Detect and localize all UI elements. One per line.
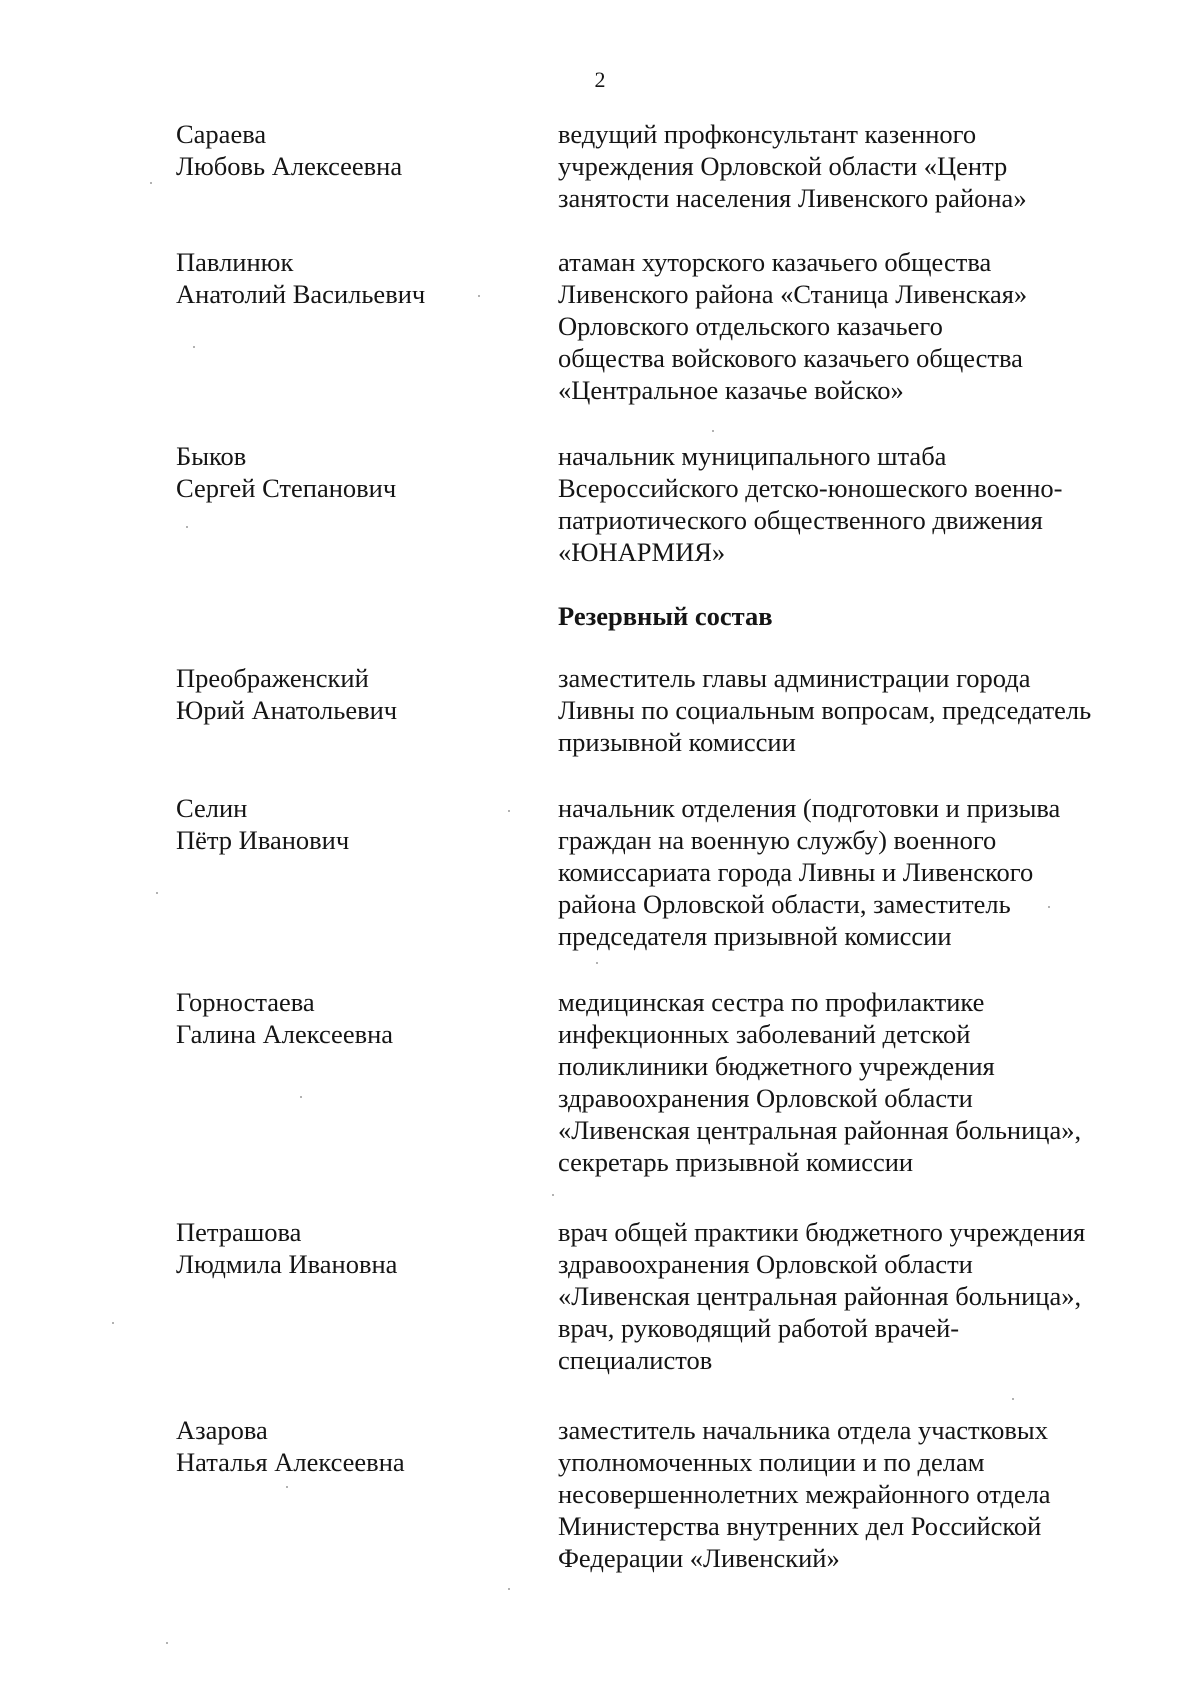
scan-speck [1012,1398,1014,1400]
member-name [176,246,536,310]
member-given-names: Любовь Алексеевна [176,151,403,181]
member-given-names: Наталья Алексеевна [176,1447,405,1477]
member-role [558,1414,1158,1574]
scan-speck [508,1588,510,1590]
scan-speck [712,430,714,432]
role-line: «Ливенская центральная районная больница», [558,1115,1082,1145]
role-line: Орловского отдельского казачьего [558,311,943,341]
role-line: начальник отделения (подготовки и призыва [558,793,1061,823]
role-line: врач, руководящий работой врачей- [558,1313,960,1343]
scan-speck [156,892,158,894]
member-role [558,118,1158,214]
scan-speck [596,962,598,964]
role-line: Министерства внутренних дел Российской [558,1511,1042,1541]
role-line: граждан на военную службу) военного [558,825,997,855]
role-line: района Орловской области, заместитель [558,889,1011,919]
member-name [176,986,536,1050]
member-role [558,1216,1158,1376]
role-line: комиссариата города Ливны и Ливенского [558,857,1034,887]
role-line: патриотического общественного движения [558,505,1043,535]
scan-speck [193,346,195,348]
role-line: врач общей практики бюджетного учреждения [558,1217,1086,1247]
member-surname: Селин [176,793,248,823]
role-line: заместитель главы администрации города [558,663,1031,693]
member-surname: Быков [176,441,247,471]
role-line: здравоохранения Орловской области [558,1083,973,1113]
role-line: уполномоченных полиции и по делам [558,1447,985,1477]
scan-speck [186,526,188,528]
role-line: ведущий профконсультант казенного [558,119,977,149]
role-line: общества войскового казачьего общества [558,343,1023,373]
role-line: здравоохранения Орловской области [558,1249,973,1279]
member-given-names: Сергей Степанович [176,473,397,503]
reserve-section-heading: Резервный состав [558,601,773,631]
scan-speck [508,810,510,812]
member-surname: Сараева [176,119,267,149]
role-line: призывной комиссии [558,727,796,757]
scan-speck [150,182,152,184]
page-number: 2 [594,67,606,92]
role-line: Всероссийского детско-юношеского военно- [558,473,1063,503]
member-surname: Азарова [176,1415,268,1445]
scan-speck [300,1096,302,1098]
member-role [558,440,1158,568]
role-line: учреждения Орловской области «Центр [558,151,1008,181]
member-name [176,1216,536,1280]
role-line: Ливны по социальным вопросам, председатель [558,695,1092,725]
member-surname: Преображенский [176,663,369,693]
member-name [176,1414,536,1478]
role-line: «Центральное казачье войско» [558,375,904,405]
member-name [176,118,536,182]
member-surname: Горностаева [176,987,315,1017]
role-line: начальник муниципального штаба [558,441,947,471]
member-role [558,792,1158,952]
member-surname: Павлинюк [176,247,294,277]
member-name [176,440,536,504]
role-line: несовершеннолетних межрайонного отдела [558,1479,1051,1509]
role-line: Ливенского района «Станица Ливенская» [558,279,1028,309]
scan-speck [552,1194,554,1196]
member-role [558,246,1158,406]
role-line: инфекционных заболеваний детской [558,1019,971,1049]
role-line: поликлиники бюджетного учреждения [558,1051,995,1081]
role-line: председателя призывной комиссии [558,921,952,951]
scan-speck [478,295,480,297]
role-line: секретарь призывной комиссии [558,1147,914,1177]
member-given-names: Пётр Иванович [176,825,350,855]
scan-speck [1048,906,1050,908]
role-line: занятости населения Ливенского района» [558,183,1027,213]
member-name [176,792,536,856]
member-given-names: Людмила Ивановна [176,1249,398,1279]
role-line: медицинская сестра по профилактике [558,987,985,1017]
role-line: специалистов [558,1345,713,1375]
member-given-names: Юрий Анатольевич [176,695,398,725]
member-name [176,662,536,726]
member-surname: Петрашова [176,1217,302,1247]
role-line: заместитель начальника отдела участковых [558,1415,1048,1445]
scan-speck [286,1486,288,1488]
member-role [558,986,1158,1178]
scan-speck [166,1642,168,1644]
scan-speck [112,1322,114,1324]
role-line: Федерации «Ливенский» [558,1543,840,1573]
member-given-names: Галина Алексеевна [176,1019,394,1049]
role-line: «ЮНАРМИЯ» [558,537,726,567]
role-line: атаман хуторского казачьего общества [558,247,992,277]
member-given-names: Анатолий Васильевич [176,279,426,309]
member-role [558,662,1158,758]
role-line: «Ливенская центральная районная больница», [558,1281,1082,1311]
